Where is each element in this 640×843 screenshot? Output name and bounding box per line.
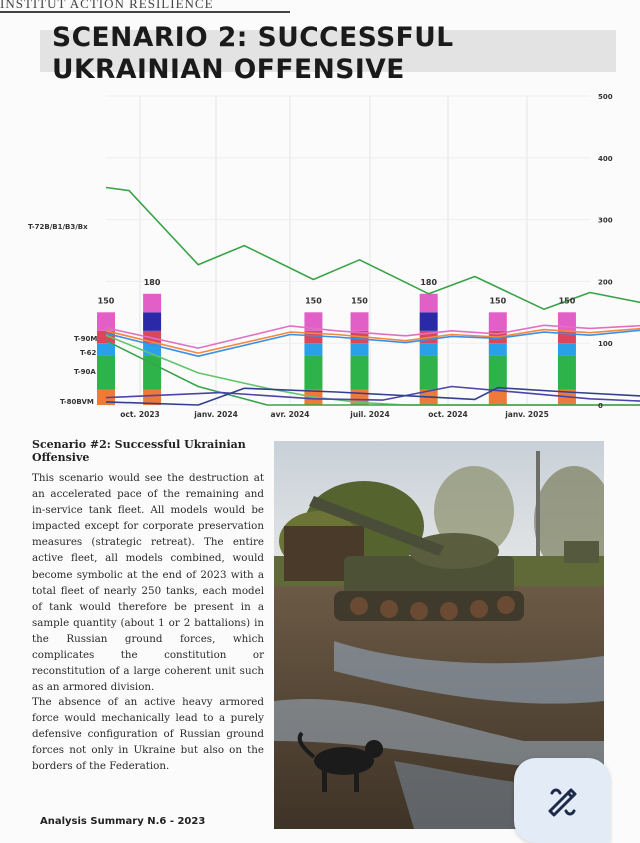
bar-segment [143,312,161,331]
y-tick-label: 100 [598,340,613,349]
series-label: T-90A [74,368,96,376]
org-header: INSTITUT ACTION RESILIENCE [0,0,290,13]
bar-segment [304,356,322,390]
x-tick-label: oct. 2023 [120,410,160,419]
y-tick-label: 500 [598,93,613,101]
bar-segment [351,356,369,390]
bar-segment [558,356,576,390]
y-tick-label: 300 [598,216,613,225]
chart-series-labels [28,223,97,406]
bar-segment [304,343,322,355]
bar-total-label: 150 [97,296,115,306]
bar-segment [420,312,438,331]
bar-total-label: 150 [351,296,368,306]
series-label: T-80BVM [60,398,94,406]
bar-segment [489,356,507,390]
bar-segment [420,294,438,313]
bar-segment [97,356,115,390]
paragraph-2: The absence of an active heavy armored force would mechanically lead to a purely defensive configuration of Russian ground forces not only in Ukraine but also on the borders of the Federation. [32,696,264,773]
bar-segment [351,343,369,355]
footer-analysis-summary: Analysis Summary N.6 - 2023 [40,816,206,827]
x-tick-label: oct. 2024 [428,410,468,419]
bar-segment [558,343,576,355]
y-tick-label: 0 [598,402,603,410]
paragraph-1: This scenario would see the destruction at an accelerated pace of the remaining and in-service tank fleet. All models would be impacted except for corporate preservation measures (strategic retreat). The entire active fleet, all models combined, would become symbolic at the end of 2023 with a total fleet of nearly 250 tanks, each model of tank would therefore be present in a sample quantity (about 1 or 2 battalions) in the Russian ground forces, which complicates the constitution or reconstitution of a large coherent unit such as an armored division. [32,472,264,694]
x-tick-label: avr. 2024 [270,410,310,419]
bar-segment [143,294,161,313]
bar-total-label: 150 [305,296,322,306]
pen-edit-icon [542,781,582,821]
bar-total-label: 180 [420,277,438,287]
series-label: T-90M [74,335,98,343]
x-tick-label: janv. 2025 [505,410,549,419]
x-tick-label: janv. 2024 [194,410,238,419]
chart-x-ticks [120,410,549,419]
bar-segment [489,343,507,355]
bar-segment [97,343,115,355]
edit-fab-button[interactable] [514,758,610,843]
section-heading: Scenario #2: Successful Ukrainian Offensive [32,438,246,464]
bar-segment [351,312,369,331]
bar-segment [420,356,438,390]
bar-segment [420,343,438,355]
series-label: T-72B/B1/B3/Bx [28,223,88,231]
bar-total-label: 150 [558,296,576,306]
page-title: SCENARIO 2: SUCCESSFUL UKRAINIAN OFFENSIVE [52,22,454,85]
chart-gridlines [106,96,590,405]
y-tick-label: 400 [598,154,613,163]
bar-total-label: 150 [489,296,507,306]
bar-segment [489,312,507,331]
series-label: T-62 [80,349,97,357]
y-tick-label: 200 [598,278,613,287]
bar-total-label: 180 [143,277,161,287]
chart-y-ticks [598,93,613,410]
x-tick-label: juil. 2024 [350,410,390,419]
